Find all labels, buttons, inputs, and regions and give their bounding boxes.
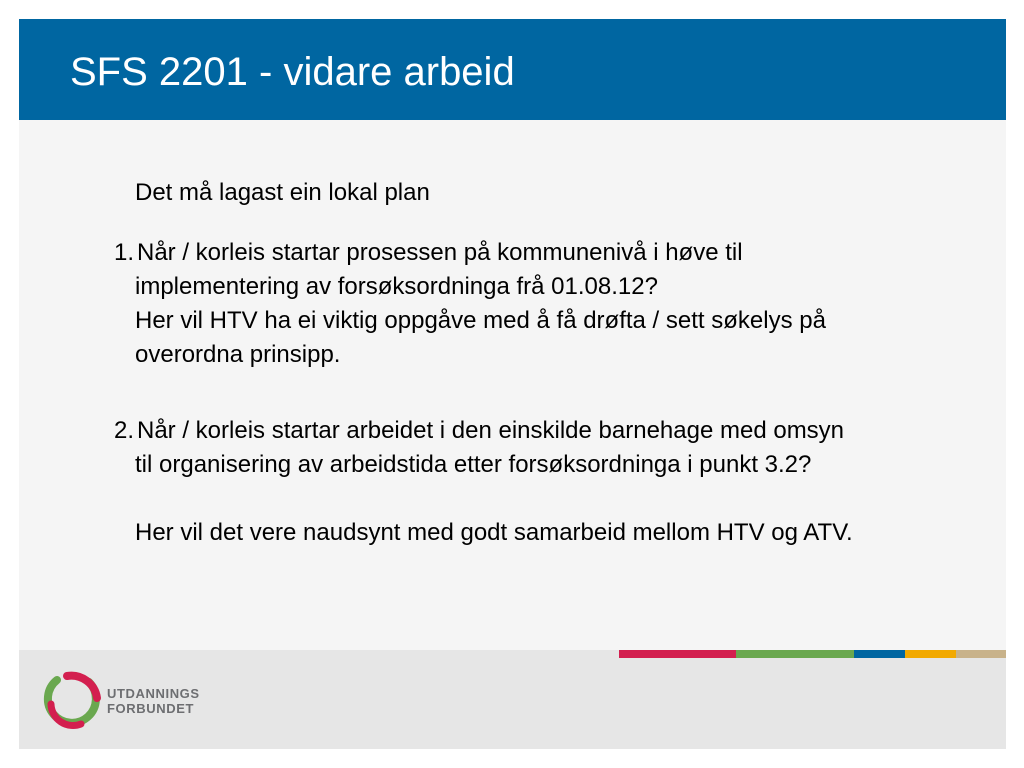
footer	[19, 650, 1006, 749]
item-2-number: 2.	[114, 417, 135, 444]
slide-content	[19, 120, 1006, 650]
logo-text-line-2: FORBUNDET	[107, 701, 195, 716]
item-1-line-2: implementering av forsøksordninga frå 01.08.12?	[135, 273, 658, 300]
title-bar	[19, 19, 1006, 120]
stripe-green	[736, 650, 854, 658]
item-1-line-3: Her vil HTV ha ei viktig oppgåve med å få drøfta / sett søkelys på	[135, 307, 826, 334]
item-1-line-4: overordna prinsipp.	[135, 341, 341, 368]
stripe-red	[619, 650, 736, 658]
slide-title: SFS 2201 - vidare arbeid	[70, 50, 515, 94]
item-2-line-1: Når / korleis startar arbeidet i den einskilde barnehage med omsyn	[137, 417, 845, 444]
item-2-line-3: Her vil det vere naudsynt med godt samarbeid mellom HTV og ATV.	[135, 519, 853, 546]
item-1-line-1: Når / korleis startar prosessen på kommunenivå i høve til	[137, 239, 743, 266]
intro-text: Det må lagast ein lokal plan	[135, 179, 430, 206]
stripe-tan	[956, 650, 1006, 658]
stripe-yellow	[905, 650, 956, 658]
item-2-line-2: til organisering av arbeidstida etter forsøksordninga i punkt 3.2?	[135, 451, 812, 478]
logo-text-line-1: UTDANNINGS	[107, 686, 200, 701]
stripe-blue	[854, 650, 905, 658]
utdanningsforbundet-logo-icon	[37, 668, 107, 732]
slide	[19, 19, 1006, 749]
item-1-number: 1.	[114, 239, 135, 266]
